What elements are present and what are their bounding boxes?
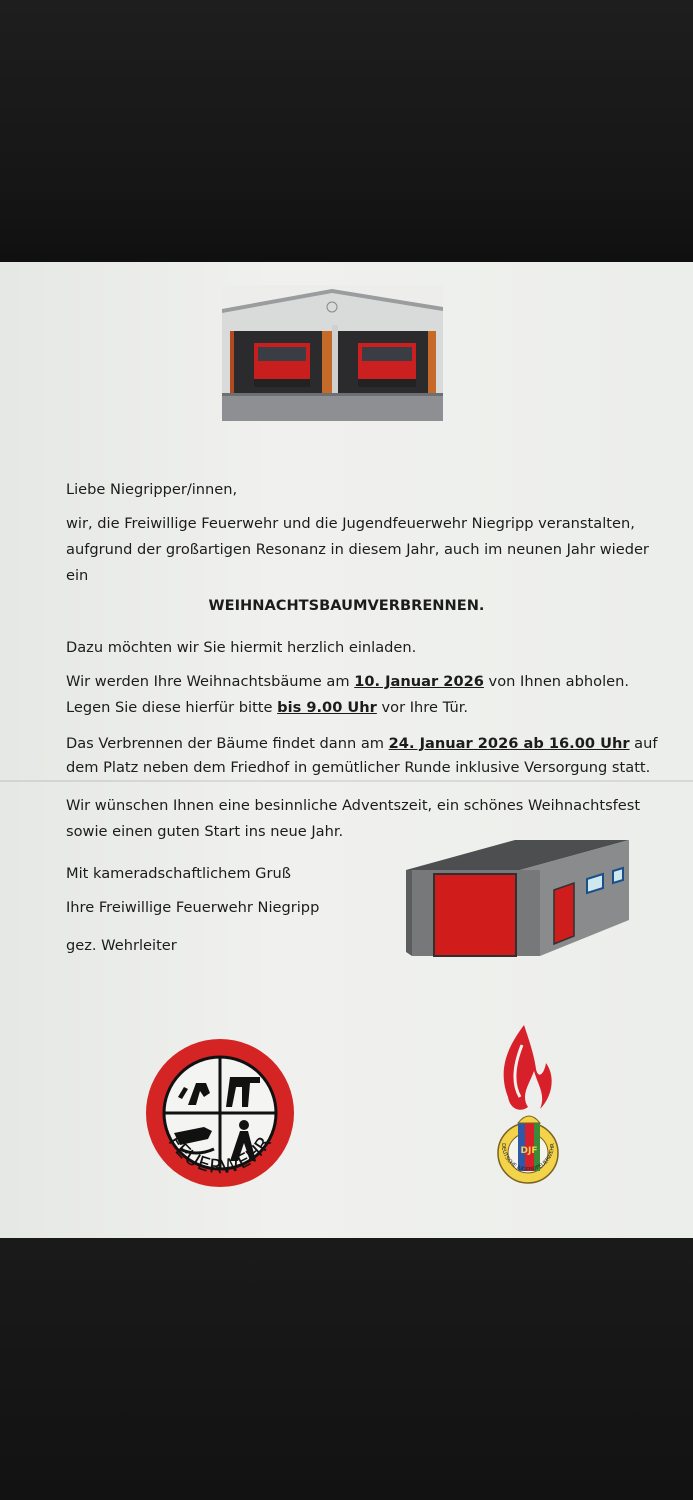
signed-by: gez. Wehrleiter [66,937,177,954]
wish-line-2: sowie einen guten Start ins neue Jahr. [66,823,344,840]
event-title: WEIHNACHTSBAUMVERBRENNEN. [208,597,485,614]
intro-line-1: wir, die Freiwillige Feuerwehr und die Jugendfeuerwehr Niegripp veranstalten, [66,515,635,532]
intro-line-3: ein [66,567,89,584]
place-pre: Legen Sie diese hierfür bitte [66,699,278,716]
dark-background-top [0,0,693,262]
pickup-post: von Ihnen abholen. [483,673,629,690]
burn-line [66,731,658,757]
burn-pre: Das Verbrennen der Bäume findet dann am [66,735,389,752]
dark-background-bottom [0,1238,693,1500]
greeting: Liebe Niegripper/innen, [66,481,238,498]
invite-text: Dazu möchten wir Sie hiermit herzlich einladen. [66,639,417,656]
place-post: vor Ihre Tür. [376,699,469,716]
burn-line-2: dem Platz neben dem Friedhof in gemütlicher Runde inklusive Versorgung statt. [66,759,651,776]
burn-date: 24. Januar 2026 ab 16.00 Uhr [388,735,630,752]
wish-line-1: Wir wünschen Ihnen eine besinnliche Adventszeit, ein schönes Weihnachtsfest [66,797,641,814]
garage-illustration [404,838,632,960]
pickup-pre: Wir werden Ihre Weihnachtsbäume am [66,673,355,690]
jugend-logo-ring-text: DEUTSCHE JUGENDFEUERWEHR [499,1143,557,1174]
jugend-logo-letters: DJF [520,1146,538,1156]
place-line [66,695,468,721]
pickup-line [66,669,629,695]
fire-station-photo [222,285,443,421]
intro-line-2: aufgrund der großartigen Resonanz in diesem Jahr, auch im neunen Jahr wieder [66,541,649,558]
feuerwehr-logo-text: FEUERWEHR [163,1131,277,1179]
feuerwehr-logo [144,1037,296,1189]
place-time: bis 9.00 Uhr [277,699,377,716]
signature: Ihre Freiwillige Feuerwehr Niegripp [66,899,320,916]
closing: Mit kameradschaftlichem Gruß [66,865,291,882]
burn-post: auf [629,735,658,752]
jugendfeuerwehr-logo [490,1025,564,1193]
pickup-date: 10. Januar 2026 [354,673,484,690]
